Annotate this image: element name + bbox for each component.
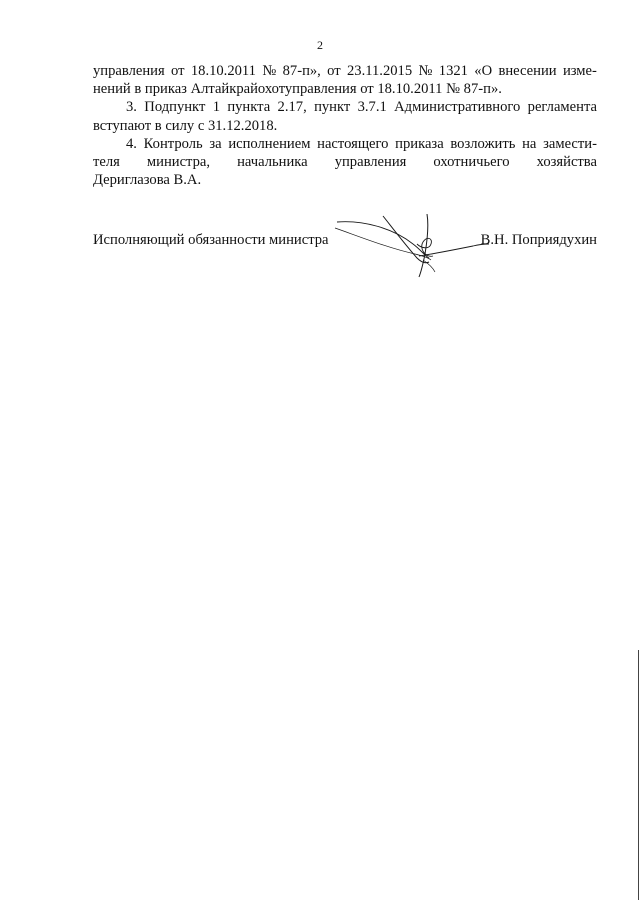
word: 4. — [126, 135, 137, 152]
document-body — [93, 62, 597, 189]
word: Контроль — [143, 135, 203, 152]
word: хозяйства — [536, 153, 597, 170]
scan-edge-line — [638, 650, 639, 900]
word: № — [418, 63, 433, 79]
word: 87-п», — [282, 63, 321, 79]
word: возложить — [450, 135, 516, 152]
paragraph-4-line-1 — [93, 135, 597, 153]
word: 3.7.1 — [357, 99, 387, 116]
word: 1 — [212, 99, 220, 116]
word: управления — [334, 153, 407, 170]
word: «О — [474, 63, 493, 79]
word: управления — [93, 63, 165, 79]
word: 23.11.2015 — [347, 63, 413, 79]
word: начальника — [237, 153, 308, 170]
word: за — [209, 135, 222, 152]
paragraph-4-line-2 — [93, 153, 597, 171]
word: настоящего — [317, 135, 389, 152]
word: министра, — [146, 153, 211, 170]
word: изме- — [562, 63, 597, 79]
word: 18.10.2011 — [190, 63, 256, 79]
word: № — [262, 63, 277, 79]
word: от — [171, 63, 185, 79]
signatory-title: Исполняющий обязанности министра — [93, 232, 329, 248]
word: 3. — [126, 99, 137, 116]
word: исполнением — [228, 135, 311, 152]
word: на — [522, 135, 537, 152]
paragraph-3-line-2: вступают в силу с 31.12.2018. — [93, 117, 278, 134]
paragraph-4-line-3: Дериглазова В.А. — [93, 172, 202, 189]
word: Подпункт — [144, 99, 206, 116]
paragraph-continuation-line-2: нений в приказ Алтайкрайохотуправления от 18.10.2011 № 87-п». — [93, 81, 502, 98]
handwritten-signature — [333, 214, 493, 278]
word: пункт — [314, 99, 351, 116]
paragraph-continuation-line-1 — [93, 62, 597, 80]
word: от — [327, 63, 341, 79]
word: охотничьего — [433, 153, 510, 170]
word: замести- — [543, 135, 597, 152]
word: пункта — [227, 99, 271, 116]
paragraph-3-line-1 — [93, 98, 597, 116]
word: регламента — [527, 99, 597, 116]
signatory-name: В.Н. Поприядухин — [480, 232, 597, 248]
word: теля — [93, 153, 120, 170]
word: приказа — [395, 135, 444, 152]
page-number: 2 — [317, 38, 323, 52]
word: внесении — [498, 63, 557, 79]
word: 2.17, — [277, 99, 307, 116]
word: 1321 — [438, 63, 468, 79]
word: Административного — [394, 99, 521, 116]
